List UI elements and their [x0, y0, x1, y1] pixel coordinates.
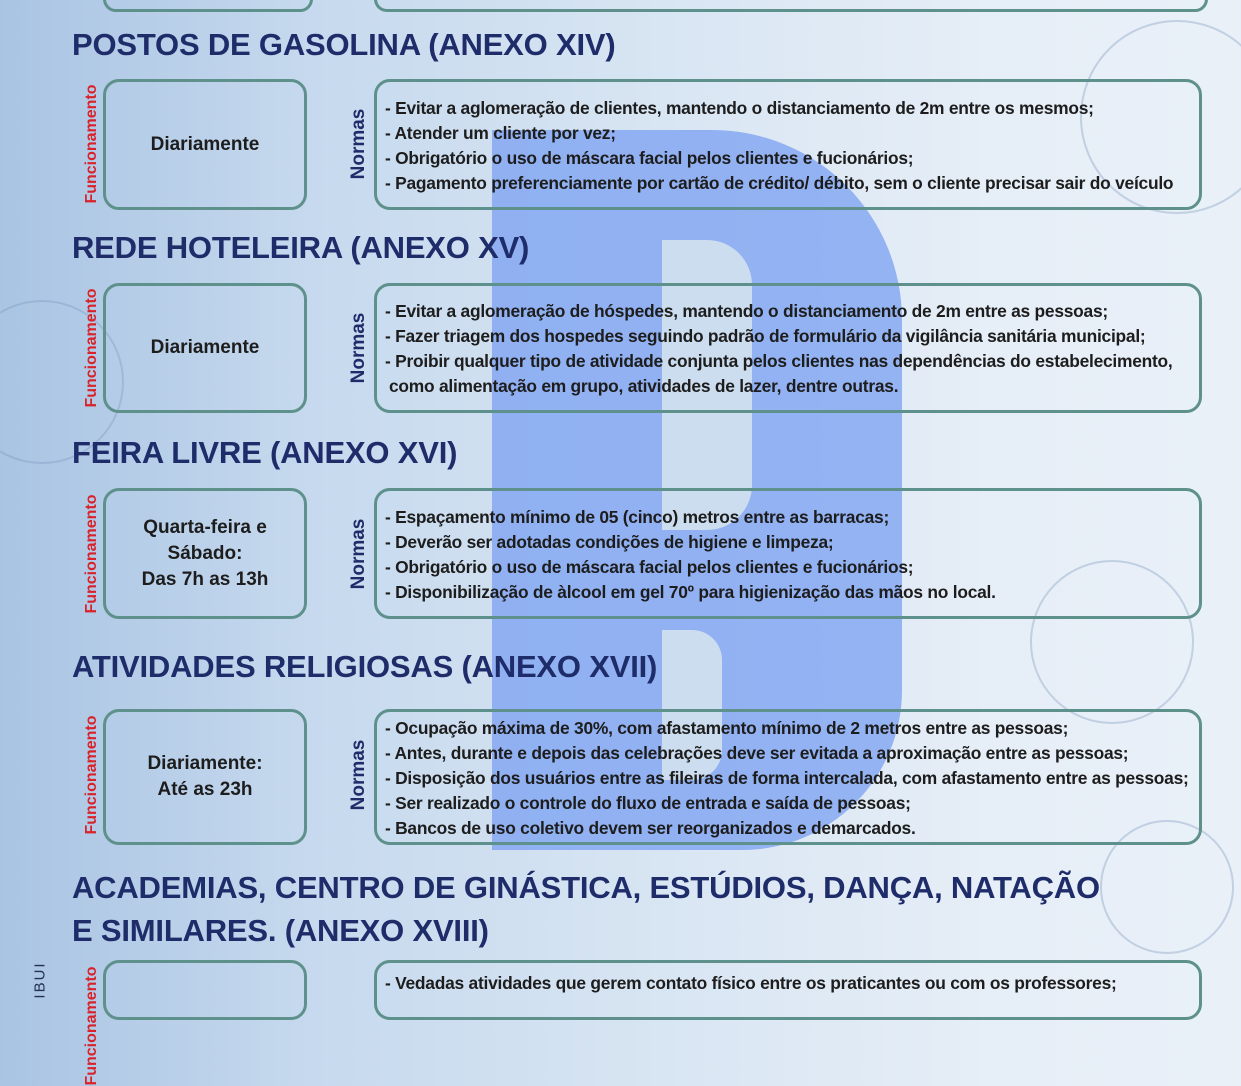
side-vertical-text: IBUI: [31, 961, 49, 999]
rule-item: - Disposição dos usuários entre as fileiras de forma intercalada, com afastamento entre as pessoas;: [385, 768, 1189, 788]
funcionamento-label: Funcionamento: [83, 84, 100, 204]
rule-item: - Proibir qualquer tipo de atividade conjunta pelos clientes nas dependências do estabelecimento,: [385, 351, 1173, 371]
rule-item: - Ocupação máxima de 30%, com afastamento mínimo de 2 metros entre as pessoas;: [385, 718, 1069, 738]
normas-label: Normas: [348, 518, 369, 590]
section-title-academias-line2: E SIMILARES. (ANEXO XVIII): [72, 913, 489, 948]
rule-item: - Disponibilização de àlcool em gel 70º para higienização das mãos no local.: [385, 582, 996, 602]
schedule-text: Diariamente: [150, 337, 260, 358]
rule-item: - Fazer triagem dos hospedes seguindo padrão de formulário da vigilância sanitária municipal;: [385, 326, 1146, 346]
rule-item: - Antes, durante e depois das celebrações deve ser evitada a aproximação entre as pessoas;: [385, 743, 1129, 763]
normas-box: [374, 488, 1202, 619]
funcionamento-label: Funcionamento: [83, 288, 100, 408]
schedule-box: [103, 79, 307, 210]
normas-box: [374, 960, 1202, 1020]
normas-label: Normas: [348, 739, 369, 811]
normas-box: [374, 79, 1202, 210]
rule-item: - Pagamento preferenciamente por cartão de crédito/ débito, sem o cliente precisar sair do veículo: [385, 173, 1174, 193]
schedule-text: Diariamente: [150, 133, 260, 155]
funcionamento-label: Funcionamento: [83, 494, 100, 614]
schedule-text: Quarta-feira e Sábado: Das 7h as 13h: [141, 516, 269, 590]
schedule-text: Diariamente: Até as 23h: [147, 753, 263, 800]
normas-label: Normas: [348, 312, 369, 384]
funcionamento-label: Funcionamento: [83, 715, 100, 835]
normas-label: Normas: [348, 108, 369, 180]
previous-normas-box-fragment: [374, 0, 1208, 12]
rule-item: como alimentação em grupo, atividades de lazer, dentre outras.: [389, 376, 899, 396]
rule-item: - Bancos de uso coletivo devem ser reorganizados e demarcados.: [385, 818, 916, 838]
previous-func-box-fragment: [103, 0, 313, 12]
rule-item: - Deverão ser adotadas condições de higiene e limpeza;: [385, 532, 834, 552]
section-title-postos: POSTOS DE GASOLINA (ANEXO XIV): [72, 27, 616, 62]
rule-item: - Vedadas atividades que gerem contato físico entre os praticantes ou com os professores;: [385, 973, 1117, 993]
rule-item: - Evitar a aglomeração de clientes, mantendo o distanciamento de 2m entre os mesmos;: [385, 98, 1094, 118]
funcionamento-label: Funcionamento: [83, 966, 100, 1086]
rule-item: - Espaçamento mínimo de 05 (cinco) metros entre as barracas;: [385, 507, 890, 527]
section-title-academias-line1: ACADEMIAS, CENTRO DE GINÁSTICA, ESTÚDIOS, DANÇA, NATAÇÃO: [72, 870, 1100, 905]
normas-box: [374, 709, 1202, 845]
rule-item: - Obrigatório o uso de máscara facial pelos clientes e fucionários;: [385, 557, 914, 577]
rule-item: - Evitar a aglomeração de hóspedes, mantendo o distanciamento de 2m entre as pessoas;: [385, 301, 1108, 321]
section-title-feira-livre: FEIRA LIVRE (ANEXO XVI): [72, 435, 458, 470]
section-title-rede-hoteleira: REDE HOTELEIRA (ANEXO XV): [72, 230, 530, 265]
normas-box: [374, 283, 1202, 413]
schedule-box: [103, 283, 307, 413]
schedule-box: [103, 488, 307, 619]
rule-item: - Obrigatório o uso de máscara facial pelos clientes e fucionários;: [385, 148, 914, 168]
schedule-box: [103, 960, 307, 1020]
schedule-box: [103, 709, 307, 845]
section-title-atividades-religiosas: ATIVIDADES RELIGIOSAS (ANEXO XVII): [72, 649, 658, 684]
rule-item: - Atender um cliente por vez;: [385, 123, 616, 143]
rule-item: - Ser realizado o controle do fluxo de entrada e saída de pessoas;: [385, 793, 911, 813]
